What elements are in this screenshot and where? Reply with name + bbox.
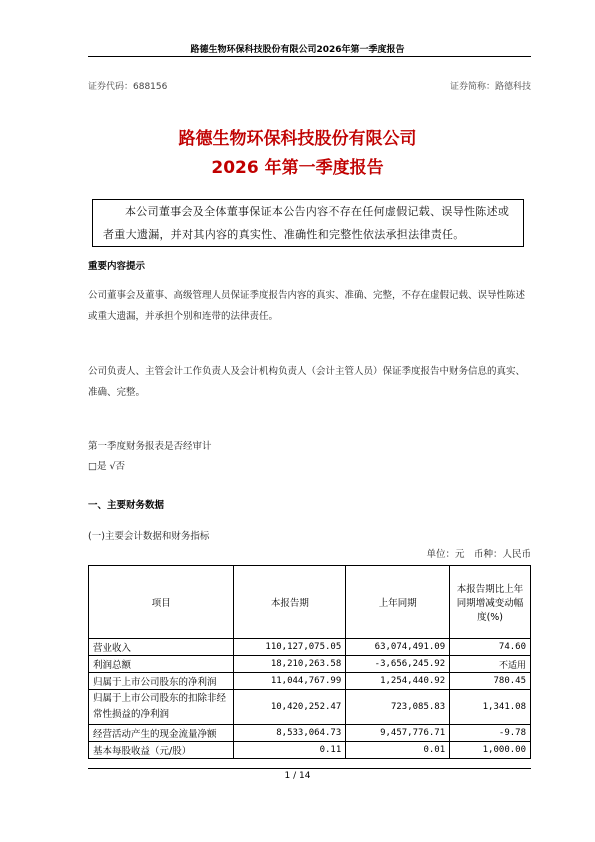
table-row bbox=[89, 725, 531, 742]
row-label: 经营活动产生的现金流量净额 bbox=[89, 725, 234, 742]
cell-change: 780.45 bbox=[450, 673, 531, 690]
cell-change: 74.60 bbox=[450, 639, 531, 656]
company-title: 路德生物环保科技股份有限公司 bbox=[178, 129, 417, 149]
table-row bbox=[89, 639, 531, 656]
running-header: 路德生物环保科技股份有限公司2026年第一季度报告 bbox=[190, 45, 405, 55]
report-title: 2026 年第一季度报告 bbox=[211, 158, 384, 178]
cell-prior: -3,656,245.92 bbox=[346, 656, 450, 673]
row-label: 归属于上市公司股东的净利润 bbox=[89, 673, 234, 690]
header-prior-period: 上年同期 bbox=[346, 566, 450, 639]
cell-prior: 0.01 bbox=[346, 742, 450, 759]
cell-prior: 9,457,776.71 bbox=[346, 725, 450, 742]
cell-current: 8,533,064.73 bbox=[234, 725, 346, 742]
important-heading: 重要内容提示 bbox=[88, 261, 146, 272]
table-row bbox=[89, 690, 531, 725]
stock-code: 证券代码：688156 bbox=[88, 82, 168, 92]
stock-name: 证券简称：路德科技 bbox=[449, 82, 531, 92]
cell-current: 110,127,075.05 bbox=[234, 639, 346, 656]
cell-change: -9.78 bbox=[450, 725, 531, 742]
footer-divider bbox=[88, 768, 531, 769]
table-row bbox=[89, 742, 531, 759]
table-header-row bbox=[89, 566, 531, 639]
unit-currency: 单位：元 币种：人民币 bbox=[426, 549, 531, 560]
cell-change: 不适用 bbox=[450, 656, 531, 673]
row-label: 归属于上市公司股东的扣除非经常性损益的净利润 bbox=[89, 690, 234, 725]
table-row bbox=[89, 656, 531, 673]
cell-current: 0.11 bbox=[234, 742, 346, 759]
subsection-heading: (一)主要会计数据和财务指标 bbox=[88, 531, 210, 542]
header-change-pct: 本报告期比上年同期增减变动幅度(%) bbox=[450, 566, 531, 639]
cell-current: 11,044,767.99 bbox=[234, 673, 346, 690]
disclaimer-box bbox=[92, 199, 524, 247]
row-label: 利润总额 bbox=[89, 656, 234, 673]
row-label: 基本每股收益（元/股） bbox=[89, 742, 234, 759]
important-paragraph-1: 公司董事会及董事、高级管理人员保证季度报告内容的真实、准确、完整，不存在虚假记载、误导性陈述或重大遗漏，并承担个别和连带的法律责任。 bbox=[88, 290, 526, 322]
header-current-period: 本报告期 bbox=[234, 566, 346, 639]
audit-question: 第一季度财务报表是否经审计 bbox=[88, 441, 212, 452]
cell-current: 10,420,252.47 bbox=[234, 690, 346, 725]
cell-prior: 1,254,440.92 bbox=[346, 673, 450, 690]
financial-table bbox=[88, 565, 531, 759]
audit-answer: □是 √否 bbox=[88, 461, 126, 472]
table-row bbox=[89, 673, 531, 690]
page-number: 1 / 14 bbox=[284, 771, 311, 781]
header-divider bbox=[88, 56, 531, 57]
cell-current: 18,210,263.58 bbox=[234, 656, 346, 673]
cell-prior: 723,085.83 bbox=[346, 690, 450, 725]
cell-prior: 63,074,491.09 bbox=[346, 639, 450, 656]
cell-change: 1,341.08 bbox=[450, 690, 531, 725]
header-item: 项目 bbox=[89, 566, 234, 639]
section-heading: 一、主要财务数据 bbox=[88, 500, 165, 511]
cell-change: 1,000.00 bbox=[450, 742, 531, 759]
important-paragraph-2: 公司负责人、主管会计工作负责人及会计机构负责人（会计主管人员）保证季度报告中财务信息的真实、准确、完整。 bbox=[88, 366, 526, 398]
disclaimer-text: 本公司董事会及全体董事保证本公告内容不存在任何虚假记载、误导性陈述或者重大遗漏，并对其内容的真实性、准确性和完整性依法承担法律责任。 bbox=[103, 205, 510, 241]
row-label: 营业收入 bbox=[89, 639, 234, 656]
